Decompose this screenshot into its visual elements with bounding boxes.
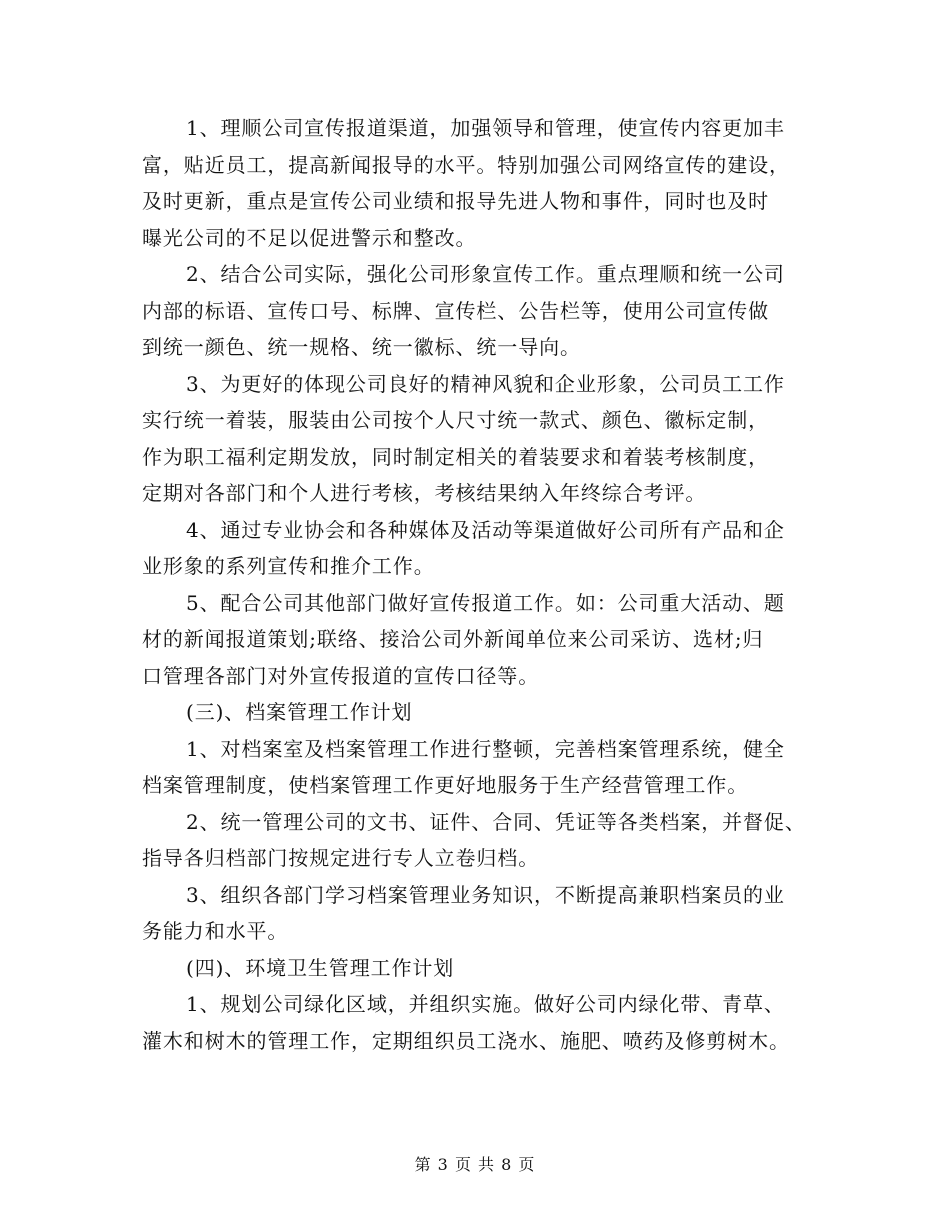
text-line: 富，贴近员工，提高新闻报导的水平。特别加强公司网络宣传的建设， xyxy=(142,152,790,177)
text-line: (四)、环境卫生管理工作计划 xyxy=(186,955,455,980)
text-line: (三)、档案管理工作计划 xyxy=(186,700,413,724)
text-line: 口管理各部门对外宣传报道的宣传口径等。 xyxy=(142,663,540,688)
text-line: 曝光公司的不足以促进警示和整改。 xyxy=(142,225,477,250)
text-line: 1、理顺公司宣传报道渠道，加强领导和管理，使宣传内容更加丰 xyxy=(186,116,785,140)
text-line: 1、对档案室及档案管理工作进行整顿，完善档案管理系统，健全 xyxy=(186,736,785,761)
text-line: 灌木和树木的管理工作，定期组织员工浇水、施肥、喷药及修剪树木。 xyxy=(142,1028,790,1053)
text-line: 内部的标语、宣传口号、标牌、宣传栏、公告栏等，使用公司宣传做 xyxy=(142,298,769,323)
text-line: 业形象的系列宣传和推介工作。 xyxy=(142,554,435,578)
text-line: 2、统一管理公司的文书、证件、合同、凭证等各类档案，并督促、 xyxy=(186,809,806,834)
text-line: 材的新闻报道策划;联络、接洽公司外新闻单位来公司采访、选材;归 xyxy=(142,627,764,651)
text-line: 档案管理制度，使档案管理工作更好地服务于生产经营管理工作。 xyxy=(142,773,749,797)
text-line: 4、通过专业协会和各种媒体及活动等渠道做好公司所有产品和企 xyxy=(186,517,785,542)
text-line: 务能力和水平。 xyxy=(142,919,289,943)
text-line: 3、为更好的体现公司良好的精神风貌和企业形象，公司员工工作 xyxy=(186,371,785,396)
text-line: 实行统一着装，服装由公司按个人尺寸统一款式、颜色、徽标定制， xyxy=(142,408,769,432)
text-line: 3、组织各部门学习档案管理业务知识，不断提高兼职档案员的业 xyxy=(186,882,785,907)
text-line: 1、规划公司绿化区域，并组织实施。做好公司内绿化带、青草、 xyxy=(186,992,785,1016)
page-footer: 第 3 页 共 8 页 xyxy=(414,1155,536,1174)
text-line: 5、配合公司其他部门做好宣传报道工作。如：公司重大活动、题 xyxy=(186,590,785,615)
text-line: 及时更新，重点是宣传公司业绩和报导先进人物和事件，同时也及时 xyxy=(142,189,769,213)
document-body xyxy=(142,110,822,1059)
text-line: 作为职工福利定期发放，同时制定相关的着装要求和着装考核制度， xyxy=(142,444,769,469)
text-line: 到统一颜色、统一规格、统一徽标、统一导向。 xyxy=(142,335,581,359)
text-line: 指导各归档部门按规定进行专人立卷归档。 xyxy=(142,846,540,870)
text-line: 2、结合公司实际，强化公司形象宣传工作。重点理顺和统一公司 xyxy=(186,262,785,286)
text-line: 定期对各部门和个人进行考核，考核结果纳入年终综合考评。 xyxy=(142,481,707,505)
